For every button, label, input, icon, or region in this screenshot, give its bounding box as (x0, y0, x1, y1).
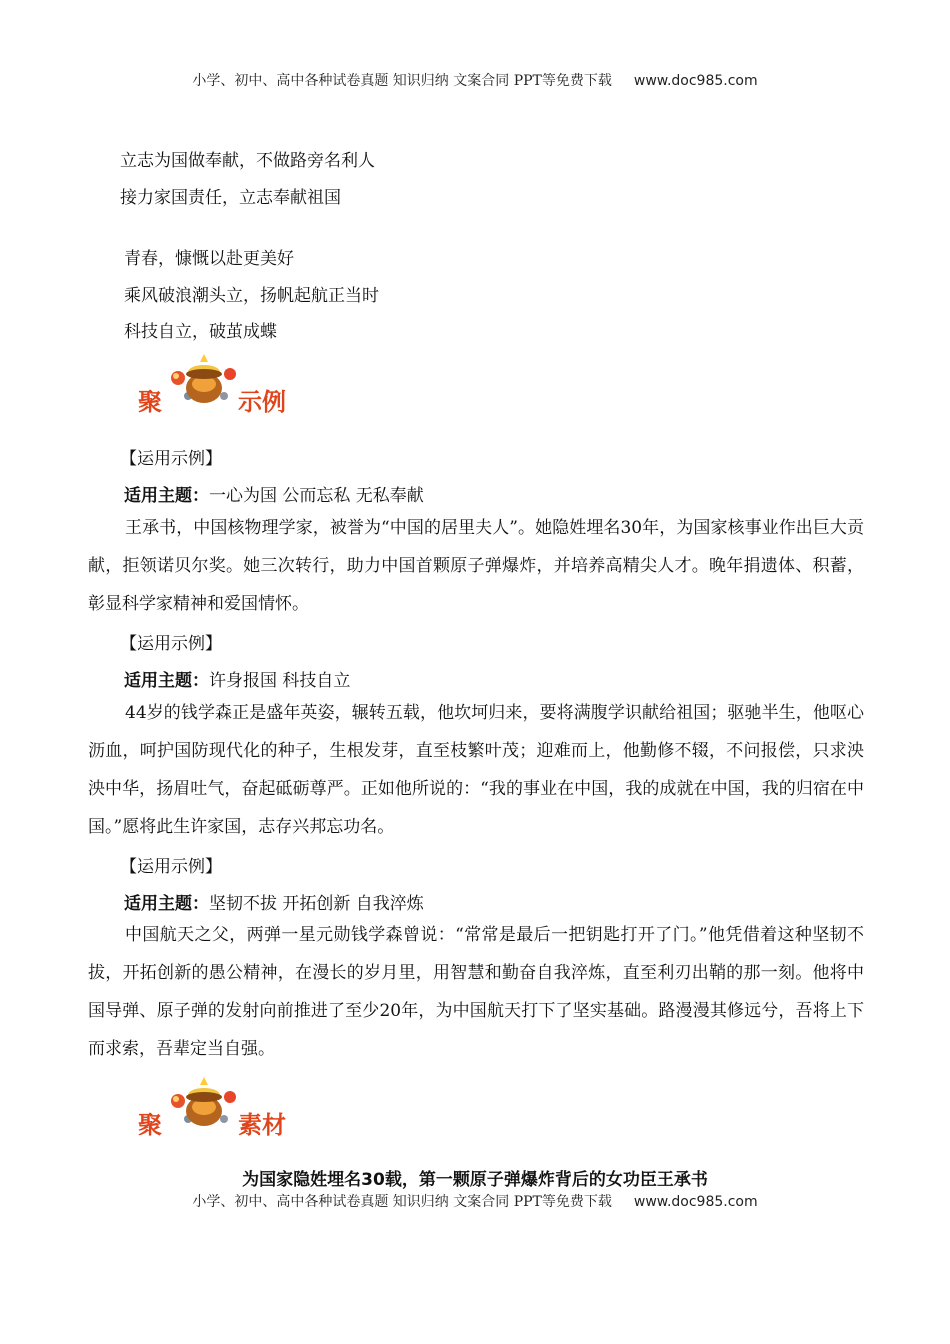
example-label-3: 【运用示例】 (120, 857, 222, 877)
example-theme-3 (124, 889, 424, 914)
header-url[interactable]: www.doc985.com (633, 73, 758, 89)
material-title: 为国家隐姓埋名30载，第一颗原子弹爆炸背后的女功臣王承书 (242, 1170, 708, 1190)
theme-value: 许身报国 科技自立 (209, 671, 351, 691)
footer-text: 小学、初中、高中各种试卷真题 知识归纳 文案合同 PPT等免费下载 (192, 1194, 612, 1210)
section-title: 示例 (238, 388, 286, 416)
treasure-pot-icon (164, 352, 244, 410)
example-label-1: 【运用示例】 (120, 449, 222, 469)
title-line-2: 接力家国责任，立志奉献祖国 (120, 188, 341, 208)
section-heading-material (138, 1075, 338, 1145)
page-header (0, 70, 950, 90)
example-body-2: 44岁的钱学森正是盛年英姿，辗转五载，他坎坷归来，要将满腹学识献给祖国；驱驰半生，他呕心沥血，呵护国防现代化的种子，生根发芽，直至枝繁叶茂；迎难而上，他勤修不辍，不问报偿，只求泱泱中华，扬眉吐气，奋起砥砺尊严。正如他所说的：“我的事业在中国，我的成就在中国，我的归宿在中国。”愿将此生许家国，志存兴邦忘功名。 (88, 703, 864, 837)
theme-label: 适用主题： (124, 894, 209, 914)
page-footer (0, 1191, 950, 1211)
example-label-2: 【运用示例】 (120, 634, 222, 654)
title-line-1: 立志为国做奉献，不做路旁名利人 (120, 151, 375, 171)
theme-label: 适用主题： (124, 486, 209, 506)
theme-value: 一心为国 公而忘私 无私奉献 (209, 486, 424, 506)
example-theme-2 (124, 666, 350, 691)
example-body-1: 王承书，中国核物理学家，被誉为“中国的居里夫人”。她隐姓埋名30年，为国家核事业作出巨大贡献，拒领诺贝尔奖。她三次转行，助力中国首颗原子弹爆炸，并培养高精尖人才。晚年捐遗体、积蓄，彰显科学家精神和爱国情怀。 (88, 518, 864, 614)
footer-url[interactable]: www.doc985.com (633, 1194, 758, 1210)
title-line-4: 乘风破浪潮头立，扬帆起航正当时 (124, 286, 379, 306)
section-heading-examples (138, 352, 338, 422)
example-theme-1 (124, 481, 424, 506)
title-line-3: 青春，慷慨以赴更美好 (124, 249, 294, 269)
treasure-pot-icon (164, 1075, 244, 1133)
theme-label: 适用主题： (124, 671, 209, 691)
title-line-5: 科技自立，破茧成蝶 (124, 322, 277, 342)
section-char: 聚 (138, 388, 162, 416)
example-body-3: 中国航天之父，两弹一星元勋钱学森曾说：“常常是最后一把钥匙打开了门。”他凭借着这种坚韧不拔，开拓创新的愚公精神，在漫长的岁月里，用智慧和勤奋自我淬炼，直至利刃出鞘的那一刻。他将中国导弹、原子弹的发射向前推进了至少20年，为中国航天打下了坚实基础。路漫漫其修远兮，吾将上下而求索，吾辈定当自强。 (88, 925, 864, 1059)
header-text: 小学、初中、高中各种试卷真题 知识归纳 文案合同 PPT等免费下载 (192, 73, 612, 89)
theme-value: 坚韧不拔 开拓创新 自我淬炼 (209, 894, 424, 914)
section-title: 素材 (238, 1111, 286, 1139)
section-char: 聚 (138, 1111, 162, 1139)
